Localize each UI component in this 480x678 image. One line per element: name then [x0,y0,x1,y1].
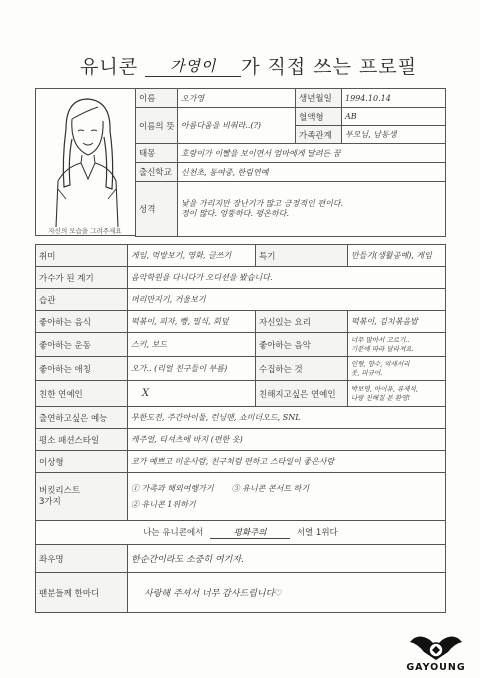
bucket-item-3: ③ 유니콘 콘서트 하기 [231,483,310,493]
collect-line-1: 인형, 향수, 악세서리 [351,360,410,369]
school-value: 신천초, 동여중, 한림연예 [178,163,446,182]
collect-label: 수집하는 것 [256,357,348,381]
reason-value: 음악학원을 다니다가 오디션을 봤습니다. [128,267,446,289]
unicorn-rank-prefix: 나는 유니콘에서 [143,528,204,538]
unicorn-rank-value: 평화주의 [210,526,290,539]
hobby-value: 게임, 먹방보기, 영화, 글쓰기 [128,245,256,267]
music-label: 좋아하는 음악 [256,333,348,357]
self-portrait-drawing [36,89,136,229]
talent-label: 특기 [256,245,348,267]
collect-line-2: 옷, 피규어. [351,368,383,377]
collect-value [348,357,446,381]
show-value: 무한도전, 주간아이돌, 런닝맨, 쇼미더오드, SNL [128,407,446,429]
celeb-wish-value [348,381,446,407]
motto-value: 한순간이라도 소중히 여기자. [128,545,446,573]
meaning-label: 이름의 뜻 [136,108,178,144]
family-value: 부모님, 남동생 [342,126,446,144]
bucket-label-line-1: 버킷리스트 [39,485,81,496]
sport-label: 좋아하는 운동 [36,333,128,357]
show-label: 출연하고싶은 예능 [36,407,128,429]
blood-label: 혈액형 [296,108,342,126]
personality-value [178,182,446,237]
sport-value: 스키, 보드 [128,333,256,357]
fans-label: 팬분들께 한마디 [36,573,128,613]
music-line-1: 너무 많아서 고르기.. [351,336,410,345]
profile-table [35,244,446,613]
nick-value: 오가.. (리얼 친구들이 부름) [128,357,256,381]
name-label: 이름 [136,89,178,108]
celeb-wish-label: 친해지고싶은 연예인 [256,381,348,407]
music-line-2: 기분에 따라 달라져요. [351,344,414,353]
bucket-label [36,473,128,521]
personality-label: 성격 [136,182,178,237]
personality-line-2: 정이 많다. 엉뚱하다. 평온하다. [181,209,289,218]
bucket-label-line-2: 3가지 [39,496,61,507]
bucket-item-2: ② 유니콘 1위하기 [131,499,196,509]
birth-label: 생년월일 [296,89,342,108]
motto-label: 좌우명 [36,545,128,573]
ideal-label: 이상형 [36,451,128,473]
logo-text: GAYOUNG [406,662,466,673]
family-label: 가족관계 [296,126,342,144]
celeb-friend-value: X [128,381,256,407]
talent-value: 만들기(생활공예), 게임 [348,245,446,267]
personality-line-1: 낯을 가리지만 장난기가 많고 긍정적인 편이다. [181,199,344,208]
bucket-item-1: ① 가족과 해외여행가기 [131,483,214,493]
ideal-value: 코가 예쁘고 미운사람, 친구처럼 편하고 스타일이 좋은사람 [128,451,446,473]
name-value: 오가영 [178,89,296,108]
music-value [348,333,446,357]
blood-value: AB [342,108,446,126]
birth-value: 1994.10.14 [342,89,446,108]
dream-label: 태몽 [136,144,178,163]
cook-value: 떡볶이, 김치볶음밥 [348,311,446,333]
fashion-value: 캐주얼, 티셔츠에 바지 (편한 옷) [128,429,446,451]
hobby-label: 취미 [36,245,128,267]
meaning-value: 아름다움을 비춰라..(?) [178,108,296,144]
portrait-caption: 자신의 모습을 그려주세요 [48,227,122,235]
unicorn-rank-suffix: 서열 1위다 [296,528,338,538]
self-portrait-box [35,88,135,236]
unicorn-rank-row [36,521,446,545]
fans-value: 사랑해 주셔서 너무 감사드립니다♡ [128,573,446,613]
title-suffix: 가 직접 쓰는 프로필 [241,56,418,78]
reason-label: 가수가 된 계기 [36,267,128,289]
food-value: 떡볶이, 피자, 빵, 밀식, 회덮 [128,311,256,333]
basic-info-table [135,88,446,237]
habit-label: 습관 [36,289,128,311]
cook-label: 자신있는 요리 [256,311,348,333]
nick-label: 좋아하는 애칭 [36,357,128,381]
fashion-label: 평소 패션스타일 [36,429,128,451]
habit-value: 머리만지기, 거울보기 [128,289,446,311]
food-label: 좋아하는 음식 [36,311,128,333]
school-label: 출신학교 [136,163,178,182]
celeb-friend-label: 친한 연예인 [36,381,128,407]
celeb-wish-line-1: 박보영, 아이유, 유재석, [351,385,418,394]
page-title [80,52,418,82]
celeb-wish-line-2: 나랑 친해질 분 환영! [351,393,411,402]
dream-value: 호랑이가 이빨을 보이면서 엄마에게 달려든 꿈 [178,144,446,163]
bucket-value [128,473,446,521]
title-name-handwritten: 가영이 [145,55,241,77]
title-prefix: 유니콘 [80,56,139,78]
